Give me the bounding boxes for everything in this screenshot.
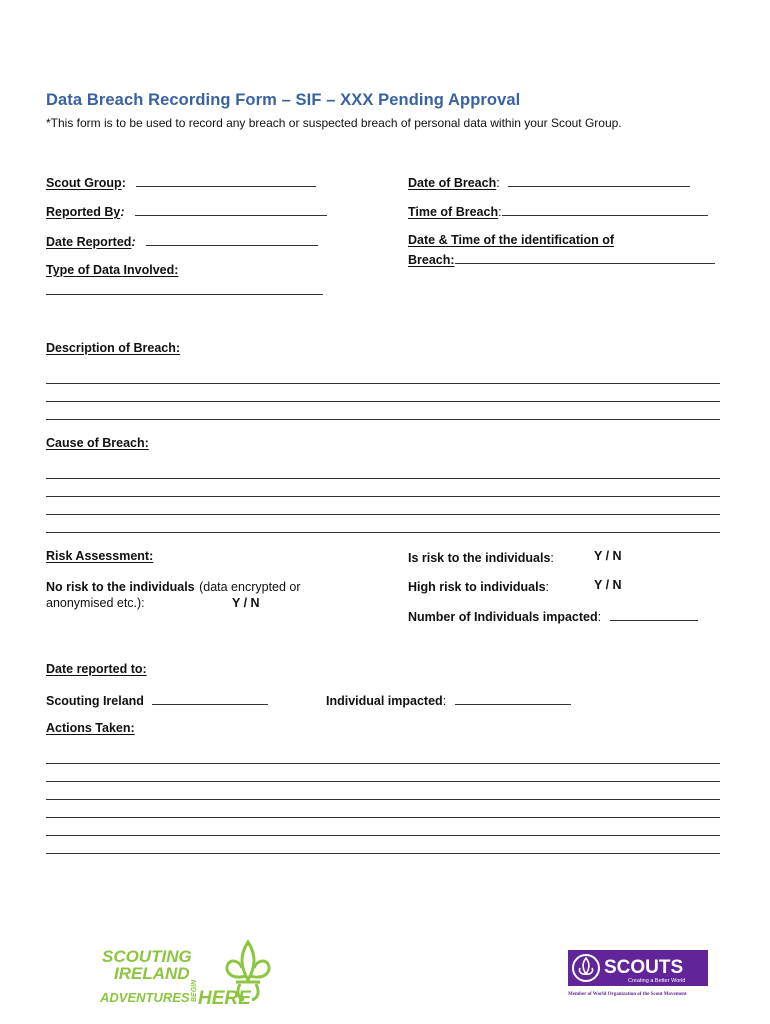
page-title: Data Breach Recording Form – SIF – XXX Pending Approval <box>46 91 521 109</box>
no-risk-yn[interactable]: Y / N <box>232 596 260 610</box>
scouts-logo-word: SCOUTS <box>604 957 684 978</box>
scouts-logo <box>566 950 712 1000</box>
actions-line[interactable] <box>46 835 720 836</box>
scouting-ireland-logo <box>100 936 280 1010</box>
risk-assessment-label: Risk Assessment: <box>46 549 154 563</box>
time-of-breach-input[interactable] <box>502 205 708 216</box>
reported-by-input[interactable] <box>135 205 327 216</box>
is-risk-colon: : <box>550 551 554 565</box>
is-risk-label: Is risk to the individuals <box>408 551 551 565</box>
logo-text-here: HERE <box>198 988 251 1009</box>
identification-time-label-2: Breach: <box>408 253 455 267</box>
cause-line[interactable] <box>46 514 720 515</box>
actions-line[interactable] <box>46 817 720 818</box>
logo-text-begin: BEGIN <box>191 979 198 1002</box>
scouts-logo-art <box>566 950 712 1000</box>
individual-impacted-field <box>326 692 571 710</box>
identification-time-input[interactable] <box>455 253 715 264</box>
reported-by-field <box>46 203 327 221</box>
high-risk-label: High risk to individuals <box>408 580 546 594</box>
high-risk-row <box>408 578 549 596</box>
form-instructions: *This form is to be used to record any breach or suspected breach of personal data within your Scout Group. <box>46 116 622 130</box>
date-reported-to-label: Date reported to: <box>46 662 147 676</box>
logo-text-scouting: SCOUTING <box>102 947 192 966</box>
actions-taken-label: Actions Taken: <box>46 721 135 735</box>
scouting-ireland-logo-art <box>100 936 280 1010</box>
number-impacted-label: Number of Individuals impacted <box>408 610 598 624</box>
date-reported-input[interactable] <box>146 235 318 246</box>
high-risk-yn[interactable]: Y / N <box>594 578 622 592</box>
individual-impacted-colon: : <box>442 694 447 708</box>
reported-by-label: Reported By <box>46 205 121 219</box>
description-label: Description of Breach: <box>46 341 181 355</box>
logo-text-adventures: ADVENTURES <box>100 990 190 1005</box>
identification-time-field <box>408 251 715 269</box>
description-line[interactable] <box>46 383 720 384</box>
time-of-breach-label: Time of Breach <box>408 205 499 219</box>
description-line[interactable] <box>46 401 720 402</box>
type-of-data-input[interactable] <box>46 294 323 295</box>
actions-line[interactable] <box>46 763 720 764</box>
type-of-data-label: Type of Data Involved: <box>46 263 179 277</box>
no-risk-note: (data encrypted or <box>199 580 301 594</box>
number-impacted-colon: : <box>597 610 602 624</box>
date-of-breach-label: Date of Breach <box>408 176 497 190</box>
individual-impacted-input[interactable] <box>455 694 571 705</box>
cause-line[interactable] <box>46 532 720 533</box>
is-risk-yn[interactable]: Y / N <box>594 549 622 563</box>
scouting-ireland-input[interactable] <box>152 694 268 705</box>
is-risk-row <box>408 549 554 567</box>
description-line[interactable] <box>46 419 720 420</box>
scout-group-colon: : <box>121 176 126 190</box>
logo-text-ireland: IRELAND <box>114 964 190 983</box>
scout-group-field <box>46 174 316 192</box>
date-reported-colon: : <box>131 235 136 249</box>
actions-line[interactable] <box>46 781 720 782</box>
high-risk-colon: : <box>545 580 550 594</box>
date-reported-field <box>46 233 318 251</box>
scouting-ireland-label: Scouting Ireland <box>46 694 144 708</box>
scout-group-input[interactable] <box>136 176 316 187</box>
time-of-breach-colon: : <box>498 205 502 219</box>
individual-impacted-label: Individual impacted <box>326 694 443 708</box>
cause-label: Cause of Breach: <box>46 436 149 450</box>
no-risk-row <box>46 578 301 596</box>
time-of-breach-field <box>408 203 708 221</box>
date-reported-label: Date Reported <box>46 235 132 249</box>
number-impacted-row <box>408 608 698 626</box>
scouting-ireland-field <box>46 692 268 710</box>
no-risk-label: No risk to the individuals <box>46 580 195 594</box>
reported-by-colon: : <box>120 205 125 219</box>
actions-line[interactable] <box>46 799 720 800</box>
scouts-member-text: Member of World Organization of the Scout Movement <box>568 992 687 997</box>
identification-time-label: Date & Time of the identification of <box>408 233 615 247</box>
date-of-breach-input[interactable] <box>508 176 690 187</box>
no-risk-note-2: anonymised etc.): <box>46 596 145 610</box>
actions-line[interactable] <box>46 853 720 854</box>
date-of-breach-field <box>408 174 690 192</box>
number-impacted-input[interactable] <box>610 610 698 621</box>
date-of-breach-colon: : <box>496 176 500 190</box>
cause-line[interactable] <box>46 478 720 479</box>
scouts-logo-tagline: Creating a Better World <box>628 978 686 984</box>
scout-group-label: Scout Group <box>46 176 122 190</box>
cause-line[interactable] <box>46 496 720 497</box>
